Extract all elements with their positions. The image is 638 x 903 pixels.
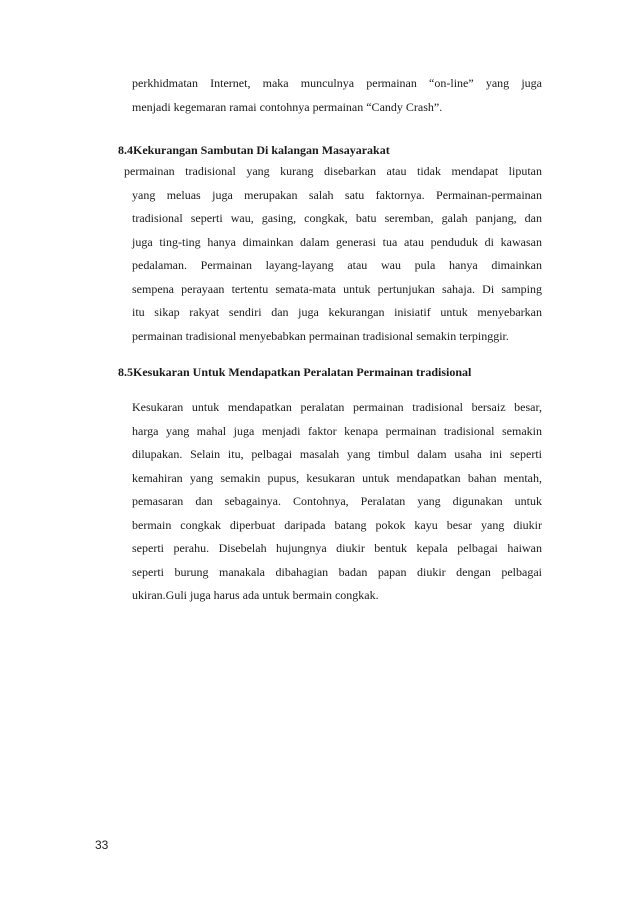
paragraph-line: permainan tradisional yang kurang disebarkan atau tidak mendapat liputan [124,164,542,178]
section-heading-8-5: 8.5Kesukaran Untuk Mendapatkan Peralatan Permainan tradisional [118,365,472,379]
paragraph-line: perkhidmatan Internet, maka munculnya permainan “on-line” yang juga [132,76,542,90]
section-8-5-paragraph [132,396,542,608]
paragraph-line: seperti burung manakala dibahagian badan papan diukir dengan pelbagai [132,564,542,579]
paragraph-line: juga ting-ting hanya dimainkan dalam generasi tua atau penduduk di kawasan [132,234,542,249]
paragraph-line: harga yang mahal juga menjadi faktor kenapa permainan tradisional semakin [132,423,542,438]
section-8-4-paragraph [124,160,542,348]
paragraph-line: sempena perayaan tertentu semata-mata untuk pertunjukan sahaja. Di samping [132,281,542,296]
paragraph-line: pedalaman. Permainan layang-layang atau wau pula hanya dimainkan [132,258,542,272]
paragraph-line: dilupakan. Selain itu, pelbagai masalah yang timbul dalam usaha ini seperti [132,447,542,461]
paragraph-line: menjadi kegemaran ramai contohnya permainan “Candy Crash”. [132,99,443,114]
paragraph-line: ukiran.Guli juga harus ada untuk bermain congkak. [132,588,379,602]
paragraph-line: itu sikap rakyat sendiri dan juga kekurangan inisiatif untuk menyebarkan [132,305,542,319]
paragraph-line: bermain congkak diperbuat daripada batang pokok kayu besar yang diukir [132,517,542,532]
section-heading-8-4: 8.4Kekurangan Sambutan Di kalangan Masayarakat [118,143,390,157]
paragraph-line: yang meluas juga merupakan salah satu faktornya. Permainan-permainan [132,187,542,202]
intro-paragraph [132,72,542,119]
paragraph-line: tradisional seperti wau, gasing, congkak, batu seremban, galah panjang, dan [132,211,542,225]
paragraph-line: permainan tradisional menyebabkan permainan tradisional semakin terpinggir. [132,328,509,343]
page-number: 33 [95,838,109,852]
paragraph-line: seperti perahu. Disebelah hujungnya diukir bentuk kepala pelbagai haiwan [132,541,542,555]
paragraph-line: pemasaran dan sebagainya. Contohnya, Peralatan yang digunakan untuk [132,494,542,508]
paragraph-line: kemahiran yang semakin pupus, kesukaran untuk mendapatkan bahan mentah, [132,470,542,485]
paragraph-line: Kesukaran untuk mendapatkan peralatan permainan tradisional bersaiz besar, [132,400,542,414]
